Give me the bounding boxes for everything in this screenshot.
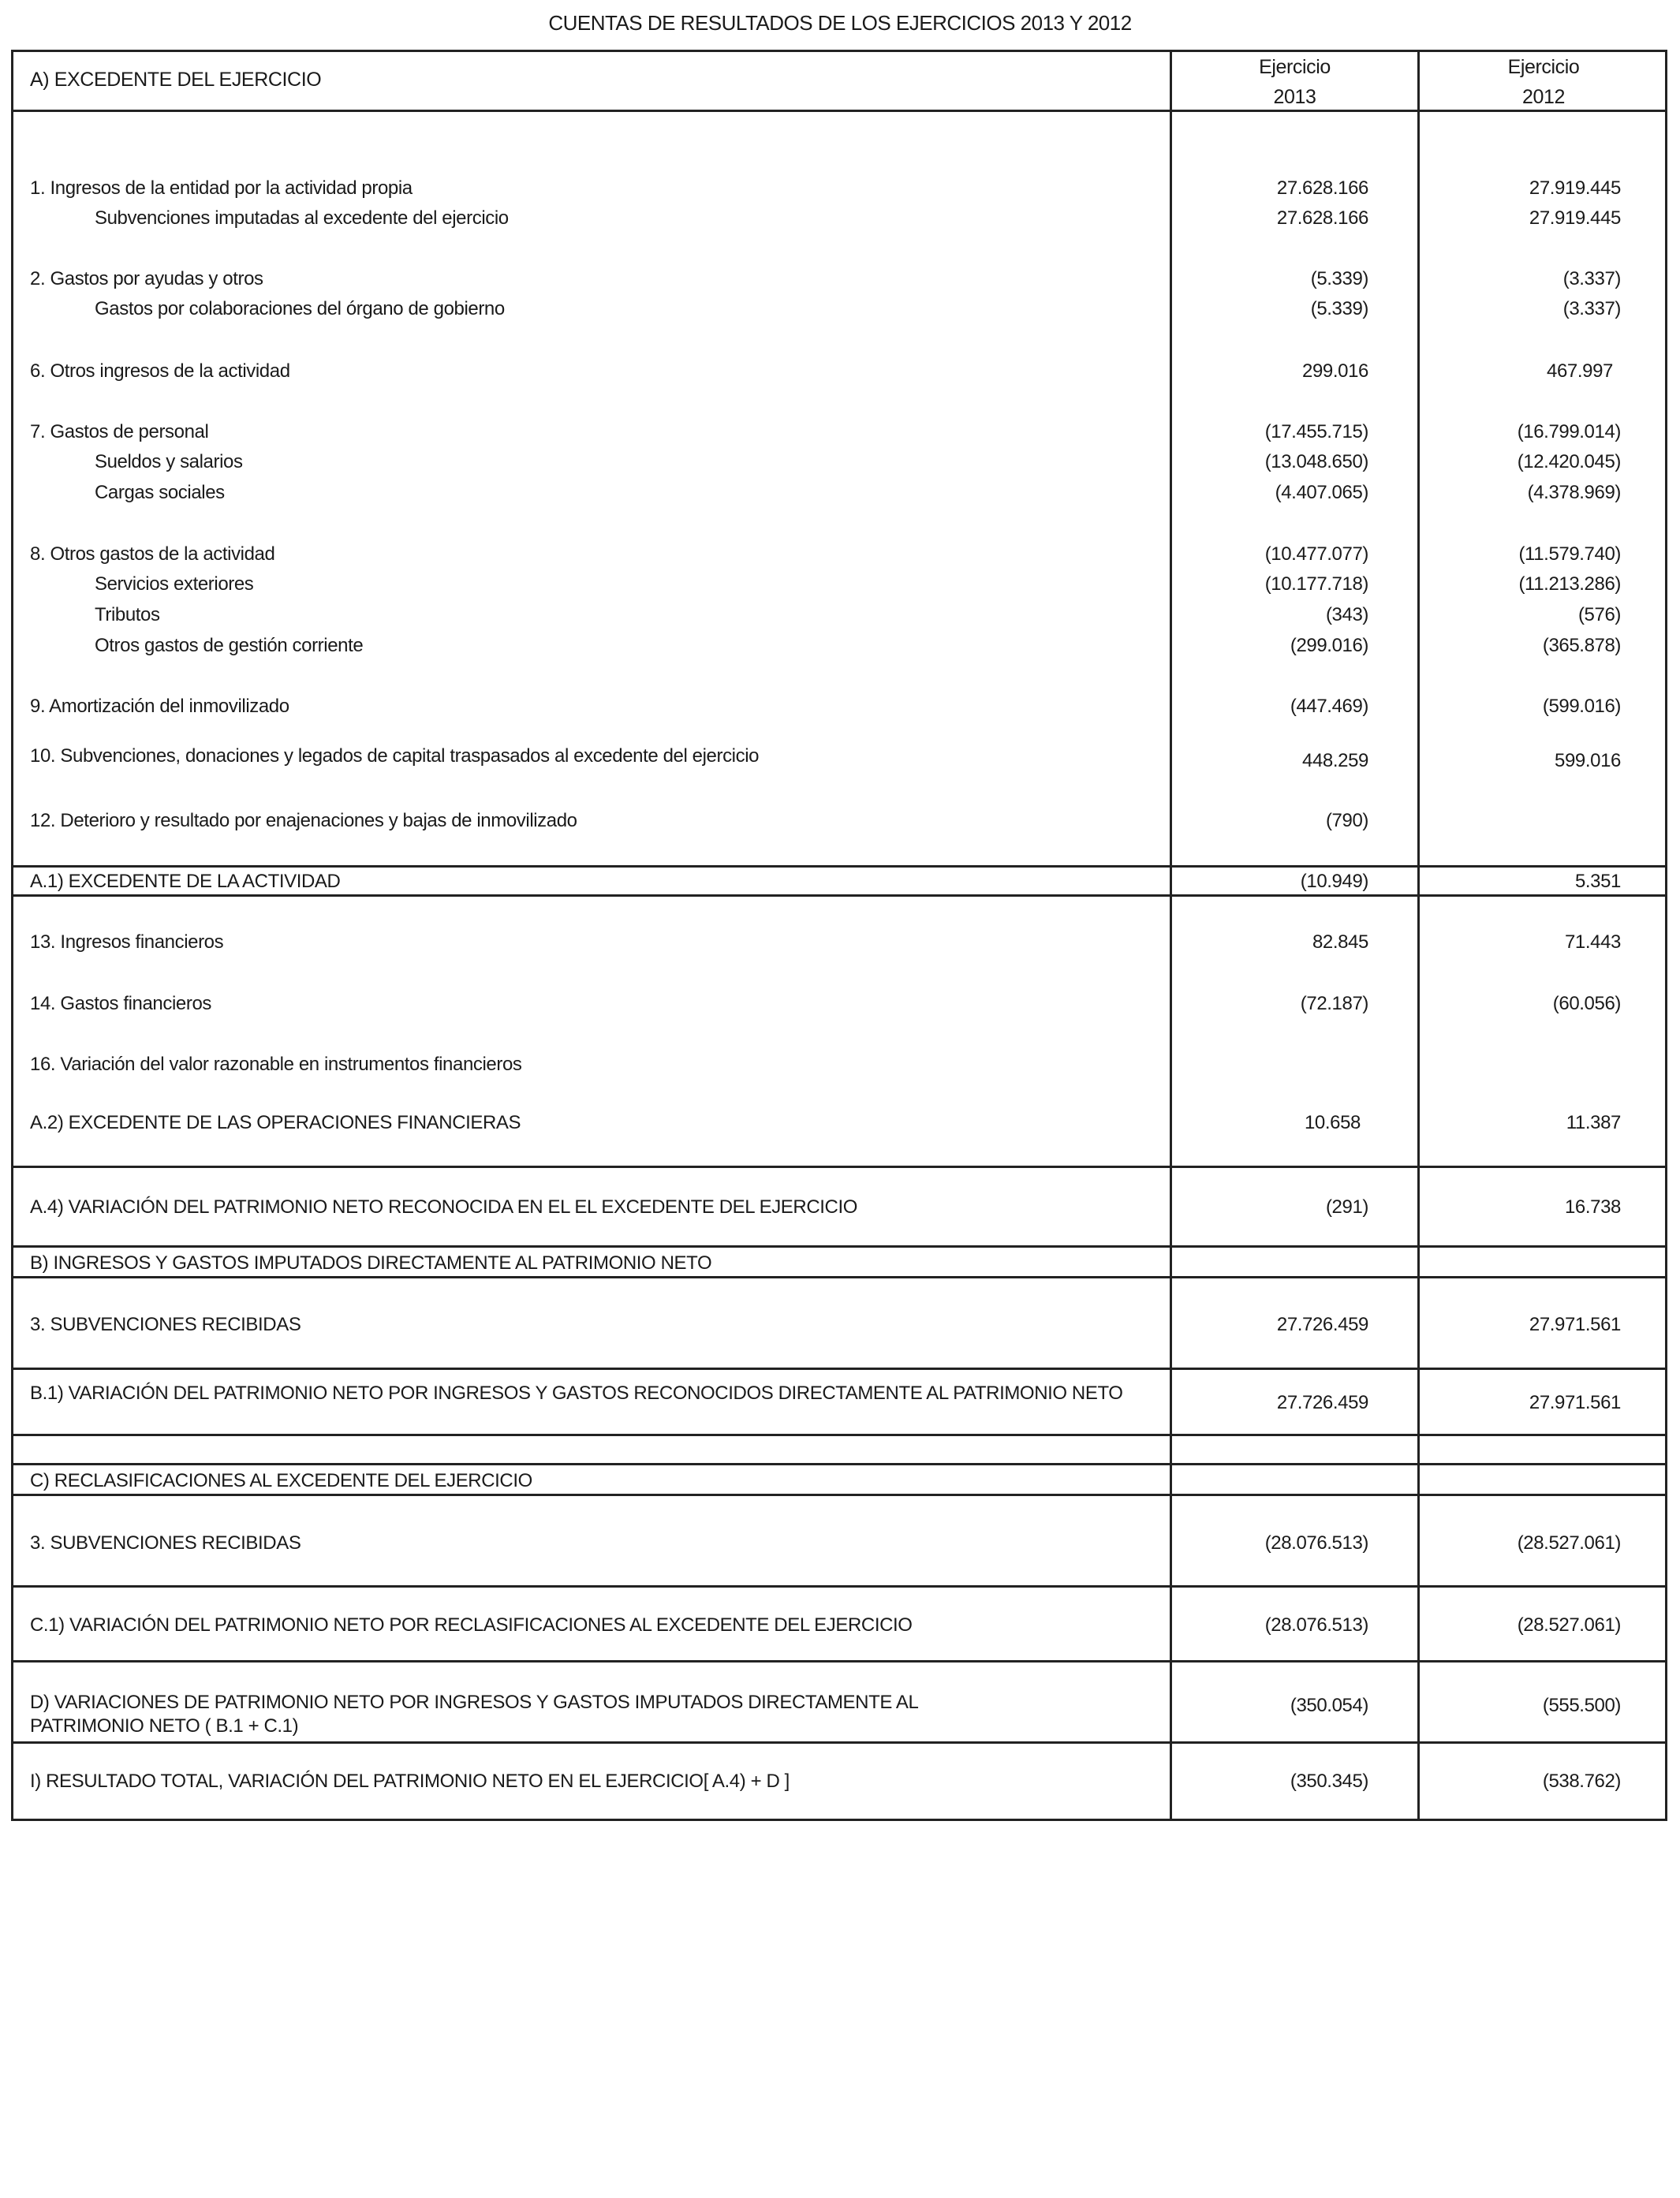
row-value-2012: 27.919.445: [1529, 207, 1621, 229]
row-value-2013: 27.726.459: [1276, 1392, 1368, 1413]
row-value-2013: (17.455.715): [1264, 421, 1368, 442]
row-value-2013: 299.016: [1302, 360, 1368, 382]
row-value-2012: (555.500): [1542, 1695, 1621, 1716]
row-value-2013: (28.076.513): [1264, 1532, 1368, 1554]
row-value-2012: (28.527.061): [1517, 1532, 1621, 1554]
col-2012-header: [1420, 52, 1667, 112]
row-value-2013: (343): [1325, 604, 1368, 625]
row-value-2012: (599.016): [1542, 696, 1621, 717]
column-divider-2013: [1170, 50, 1172, 1821]
row-label: B.1) VARIACIÓN DEL PATRIMONIO NETO POR INGRESOS Y GASTOS RECONOCIDOS DIRECTAMENTE AL PATRIMONIO NETO: [30, 1383, 1123, 1404]
rule-c-top: [11, 1463, 1667, 1465]
row-label: Cargas sociales: [95, 482, 225, 503]
row-value-2012: 599.016: [1555, 750, 1621, 771]
row-value-2013: 27.628.166: [1276, 177, 1368, 199]
row-value-2012: (60.056): [1552, 993, 1621, 1014]
row-value-2012: (28.527.061): [1517, 1614, 1621, 1636]
row-value-2013: (13.048.650): [1264, 451, 1368, 472]
row-label: C.1) VARIACIÓN DEL PATRIMONIO NETO POR RECLASIFICACIONES AL EXCEDENTE DEL EJERCICIO: [30, 1614, 913, 1636]
rule-i-top: [11, 1741, 1667, 1744]
row-label: 2. Gastos por ayudas y otros: [30, 268, 263, 289]
col-2013-label: Ejercicio: [1259, 56, 1331, 78]
row-label: 16. Variación del valor razonable en instrumentos financieros: [30, 1054, 522, 1075]
col-2012-year: 2012: [1521, 86, 1565, 108]
header-rule: [11, 110, 1667, 112]
row-value-2013: (5.339): [1310, 268, 1368, 289]
row-label: A.2) EXCEDENTE DE LAS OPERACIONES FINANCIERAS: [30, 1112, 521, 1133]
row-label: 3. SUBVENCIONES RECIBIDAS: [30, 1532, 301, 1554]
row-label: Subvenciones imputadas al excedente del ejercicio: [95, 207, 509, 229]
row-label: Servicios exteriores: [95, 573, 254, 595]
row-value-2012: 71.443: [1564, 931, 1621, 953]
row-label: Otros gastos de gestión corriente: [95, 635, 364, 656]
row-value-2012: 5.351: [1574, 871, 1621, 892]
row-value-2012: 11.387: [1566, 1112, 1621, 1133]
col-2013-year: 2013: [1273, 86, 1316, 108]
rule-d-top: [11, 1660, 1667, 1662]
row-label: Gastos por colaboraciones del órgano de gobierno: [95, 298, 505, 319]
row-label: 6. Otros ingresos de la actividad: [30, 360, 290, 382]
row-value-2013: 27.628.166: [1276, 207, 1368, 229]
row-label: 1. Ingresos de la entidad por la actividad propia: [30, 177, 413, 199]
row-value-2012: (3.337): [1562, 298, 1621, 319]
row-value-2012: (16.799.014): [1517, 421, 1621, 442]
col-2012-label: Ejercicio: [1507, 56, 1580, 78]
section-a-header: A) EXCEDENTE DEL EJERCICIO: [30, 69, 322, 91]
row-value-2012: 27.971.561: [1529, 1314, 1621, 1335]
row-value-2013: 82.845: [1312, 931, 1368, 953]
row-label: Sueldos y salarios: [95, 451, 243, 472]
rule-c1-top: [11, 1585, 1667, 1588]
document-title: CUENTAS DE RESULTADOS DE LOS EJERCICIOS 2013 Y 2012: [548, 11, 1132, 35]
row-value-2013: (447.469): [1290, 696, 1368, 717]
rule-b1-bottom: [11, 1434, 1667, 1436]
row-label: C) RECLASIFICACIONES AL EXCEDENTE DEL EJERCICIO: [30, 1470, 532, 1491]
row-value-2013: (72.187): [1300, 993, 1368, 1014]
row-value-2012: 27.971.561: [1529, 1392, 1621, 1413]
row-label: 3. SUBVENCIONES RECIBIDAS: [30, 1314, 301, 1335]
row-value-2013: (5.339): [1310, 298, 1368, 319]
row-label: 8. Otros gastos de la actividad: [30, 543, 275, 565]
row-label: A.4) VARIACIÓN DEL PATRIMONIO NETO RECONOCIDA EN EL EL EXCEDENTE DEL EJERCICIO: [30, 1196, 858, 1218]
row-label: A.1) EXCEDENTE DE LA ACTIVIDAD: [30, 871, 341, 892]
row-label: 10. Subvenciones, donaciones y legados de capital traspasados al excedente del ejercicio: [30, 745, 760, 767]
rule-b-bottom: [11, 1276, 1667, 1278]
row-value-2012: 467.997: [1547, 360, 1613, 382]
row-value-2012: (12.420.045): [1517, 451, 1621, 472]
row-value-2012: (4.378.969): [1527, 482, 1621, 503]
row-value-2013: (10.949): [1300, 871, 1368, 892]
row-value-2012: (576): [1577, 604, 1621, 625]
row-value-2012: (538.762): [1542, 1771, 1621, 1792]
row-label: D) VARIACIONES DE PATRIMONIO NETO POR INGRESOS Y GASTOS IMPUTADOS DIRECTAMENTE AL PATRIMONIO NETO ( B.1 + C.1): [30, 1692, 918, 1737]
rule-a4-top: [11, 1166, 1667, 1168]
row-value-2012: (3.337): [1562, 268, 1621, 289]
row-value-2013: (350.054): [1290, 1695, 1368, 1716]
row-value-2012: (11.579.740): [1518, 543, 1621, 565]
row-value-2013: (10.177.718): [1264, 573, 1368, 595]
row-value-2012: (365.878): [1542, 635, 1621, 656]
col-2013-header: [1172, 52, 1417, 112]
rule-b1-top: [11, 1368, 1667, 1370]
row-value-2013: (28.076.513): [1264, 1614, 1368, 1636]
row-value-2013: (350.345): [1290, 1771, 1368, 1792]
row-value-2013: (790): [1325, 810, 1368, 831]
row-label: 12. Deterioro y resultado por enajenaciones y bajas de inmovilizado: [30, 810, 577, 831]
column-divider-2012: [1417, 50, 1420, 1821]
rule-c-bottom: [11, 1494, 1667, 1496]
row-value-2013: (291): [1325, 1196, 1368, 1218]
row-value-2013: (10.477.077): [1264, 543, 1368, 565]
rule-a1-top: [11, 865, 1667, 868]
row-value-2013: 448.259: [1302, 750, 1368, 771]
row-label: 9. Amortización del inmovilizado: [30, 696, 289, 717]
row-label: 14. Gastos financieros: [30, 993, 211, 1014]
row-label: B) INGRESOS Y GASTOS IMPUTADOS DIRECTAMENTE AL PATRIMONIO NETO: [30, 1252, 712, 1274]
row-value-2012: 16.738: [1564, 1196, 1621, 1218]
row-label: 7. Gastos de personal: [30, 421, 209, 442]
row-label: Tributos: [95, 604, 160, 625]
row-label: I) RESULTADO TOTAL, VARIACIÓN DEL PATRIMONIO NETO EN EL EJERCICIO[ A.4) + D ]: [30, 1771, 790, 1792]
rule-a1-bottom: [11, 894, 1667, 897]
row-value-2013: (299.016): [1290, 635, 1368, 656]
rule-b-top: [11, 1245, 1667, 1248]
row-value-2013: 10.658: [1304, 1112, 1361, 1133]
row-label: 13. Ingresos financieros: [30, 931, 224, 953]
row-value-2012: (11.213.286): [1518, 573, 1621, 595]
row-value-2013: 27.726.459: [1276, 1314, 1368, 1335]
row-value-2013: (4.407.065): [1275, 482, 1368, 503]
row-value-2012: 27.919.445: [1529, 177, 1621, 199]
